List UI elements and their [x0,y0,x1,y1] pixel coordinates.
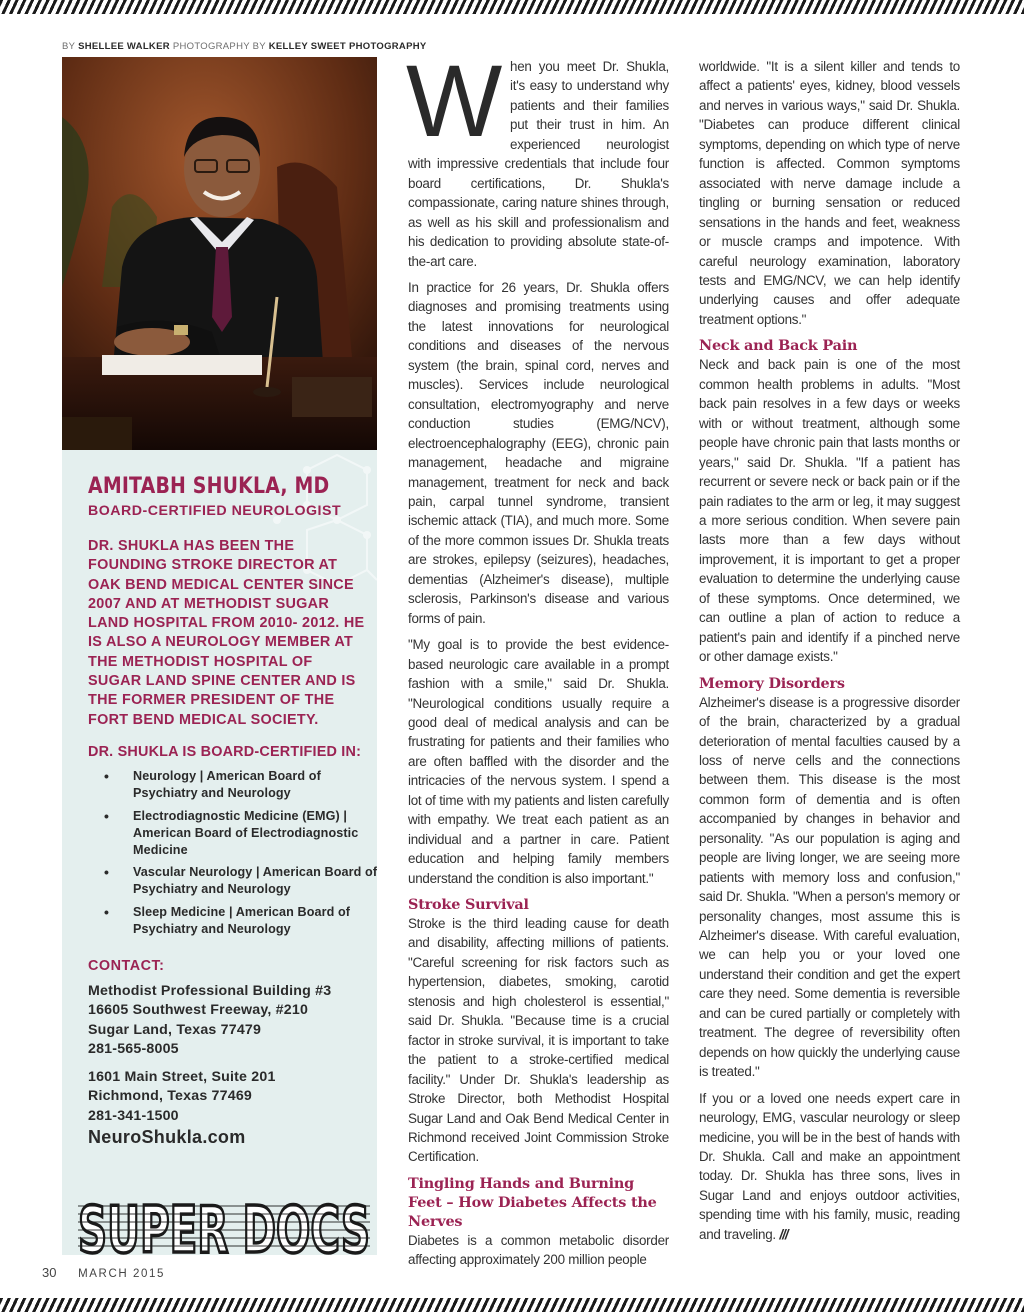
section-heading-memory: Memory Disorders [699,674,845,692]
section-heading-stroke: Stroke Survival [408,896,529,914]
section-heading-neck-back: Neck and Back Pain [699,337,858,355]
certification-item: • Sleep Medicine | American Board of Psychiatry and Neurology [88,904,377,938]
article-column-middle [406,44,669,1277]
byline-by-label: BY [62,41,76,52]
article-paragraph: "My goal is to provide the best evidence-based neurologic care available in a prompt fashion with a smile," said Dr. Shukla. "Neurological conditions usually require a good deal of medical analysis and can be frustrating for patients and their families who are often baffled with the disorder and the intricacies of the nervous system. I spend a lot of time with my patients and listen carefully with empathy. We treat each patient as an individual and a partner in care. Patient education and helping family members understand the condition is also important." [408,637,669,886]
portrait-illustration [62,57,377,450]
super-docs-logo-text: SUPER DOCS [78,1194,370,1258]
closing-text: If you or a loved one needs expert care in neurology, EMG, vascular neurology or sleep medicine, you will be in the best of hands with Dr. Shukla. Call and make an appointment today. Dr. Shukla has three sons, lives in Sugar Land and enjoys outdoor activities, spending time with his family, music, reading and traveling. [699,1090,960,1242]
article-closing-paragraph [699,1089,960,1245]
super-docs-logo [74,1192,374,1258]
address-line: Richmond, Texas 77469 [88,1088,253,1105]
top-border-stripe [0,0,1024,14]
byline-photographer: KELLEY SWEET PHOTOGRAPHY [268,41,427,52]
article-paragraph: In practice for 26 years, Dr. Shukla offers diagnoses and promising treatments using the latest innovations for neurological conditions and diseases of the nervous system (the brain, spinal cord, nerves and muscles). Services include neurological consultation, electromyography and nerve conduction studies (EMG/NCV), electroencephalography (EEG), chronic pain management, headache and migraine management, treatment for neck and back pain, carpal tunnel syndrome, transient ischemic attack (TIA), and much more. Some of the more common issues Dr. Shukla treats are strokes, epilepsy (seizures), headaches, dementias (Alzheimer's disease), multiple sclerosis, Parkinson's disease and various forms of pain. [408,279,669,626]
doctor-name: AMITABH SHUKLA, MD [88,474,330,499]
certifications-list [88,768,377,943]
phone-number: 281-341-1500 [88,1107,179,1124]
intro-text: hen you meet Dr. Shukla, it's easy to understand why patients and their families put their trust in him. An experienced neurologist with impressive credentials that include four board certifications, Dr. Shukla's compassionate, caring nature shines through, as well as his skill and professionalism and his dedication to providing absolute state-of-the-art care. [408,59,669,269]
certification-item: • Electrodiagnostic Medicine (EMG) | American Board of Electrodiagnostic Medicine [88,808,377,859]
end-mark: /// [779,1226,788,1242]
certification-item: • Vascular Neurology | American Board of Psychiatry and Neurology [88,864,377,898]
address-line: Methodist Professional Building #3 [88,983,332,999]
doctor-bio: DR. SHUKLA HAS BEEN THE FOUNDING STROKE DIRECTOR AT OAK BEND MEDICAL CENTER SINCE 2007 AND AT METHODIST SUGAR LAND HOSPITAL FROM 2010- 2012. HE IS ALSO A NEUROLOGY MEMBER AT THE METHODIST HOSPITAL OF SUGAR LAND SPINE CENTER AND IS THE FORMER PRESIDENT OF THE FORT BEND MEDICAL SOCIETY. [88,538,365,728]
dropcap: W [406,44,503,158]
address-line: 1601 Main Street, Suite 201 [88,1069,276,1085]
address-sugar-land [88,982,370,1060]
address-line: 16605 Southwest Freeway, #210 [88,1002,309,1019]
certification-item: • Neurology | American Board of Psychiatry and Neurology [88,768,377,802]
certifications-heading: DR. SHUKLA IS BOARD-CERTIFIED IN: [88,744,362,760]
article-column-right [699,57,960,1251]
phone-number: 281-565-8005 [88,1041,179,1058]
byline [62,41,427,52]
doctor-title: BOARD-CERTIFIED NEUROLOGIST [88,503,342,519]
article-paragraph: worldwide. "It is a silent killer and tends to affect a patients' eyes, kidney, blood vessels and nerves in various ways," said Dr. Shukla. "Diabetes can produce different clinical symptoms, depending on which type of nerve function is affected. Common symptoms associated with nerve damage include a tingling or burning sensation or reduced sensations in the hands and feet, weakness or muscle cramps and impotence. With careful neurology examination, laboratory tests and EMG/NCV, we can help identify underlying causes and offer adequate treatment options." [699,59,960,327]
address-richmond [88,1068,370,1126]
article-paragraph: Alzheimer's disease is a progressive disorder of the brain, characterized by a gradual deterioration of mental faculties caused by a loss of nerve cells and the connections between them. This disease is the most common form of dementia and is often accompanied by changes in behavior and personality. "As our population is aging and people are living longer, we are seeing more patients with memory loss and confusion," said Dr. Shukla. "When a person's memory or personality changes, most assume this is Alzheimer's disease. With careful evaluation, we can help you or your loved one understand their condition and get the expert care they need. Some dementia is reversible and can be cured partially or completely with treatment. The degree of reversibility often depends on how quickly the underlying cause is treated." [699,694,960,1080]
address-line: Sugar Land, Texas 77479 [88,1021,262,1038]
article-paragraph: Neck and back pain is one of the most common health problems in adults. "Most back pain resolves in a few days or weeks with or without treatment, although some people have chronic pain that lasts months or years," said Dr. Shukla. "If a patient has recurrent or severe neck or back pain or if the pain radiates to the arm or leg, it may suggest a more serious condition. When severe pain lasts more than a few days without improvement, it is important to get a proper evaluation to determine the underlying cause of these symptoms. Once determined, we can outline a plan of action to reduce a patient's pain and identify if a pinched nerve or other damage exists." [699,357,960,665]
byline-photo-label: PHOTOGRAPHY BY [172,41,266,52]
article-paragraph: Diabetes is a common metabolic disorder affecting approximately 200 million people [408,1232,669,1268]
article-intro [406,44,669,271]
website-link: NeuroShukla.com [88,1127,246,1147]
page-number: 30 [42,1265,57,1280]
issue-date: MARCH 2015 [78,1268,166,1280]
doctor-info-sidebar [62,450,377,1258]
contact-heading: CONTACT: [88,958,165,974]
article-paragraph: Stroke is the third leading cause for death and disability, affecting millions of patients. "Careful screening for risk factors such as hypertension, diabetes, smoking, carotid stenosis and high cholesterol is essential," said Dr. Shukla. "Because time is a crucial factor in stroke survival, it is important to take the patient to a stroke-certified medical facility." Under Dr. Shukla's leadership as Stroke Director, both Methodist Hospital Sugar Land and Oak Bend Medical Center in Richmond received Joint Commission Stroke Certification. [408,916,669,1165]
section-heading-diabetes: Tingling Hands and Burning Feet – How Diabetes Affects the Nerves [408,1174,657,1230]
doctor-portrait-photo [62,57,377,450]
page-footer [42,1265,165,1280]
byline-author: SHELLEE WALKER [78,41,170,52]
bottom-border-stripe [0,1298,1024,1312]
